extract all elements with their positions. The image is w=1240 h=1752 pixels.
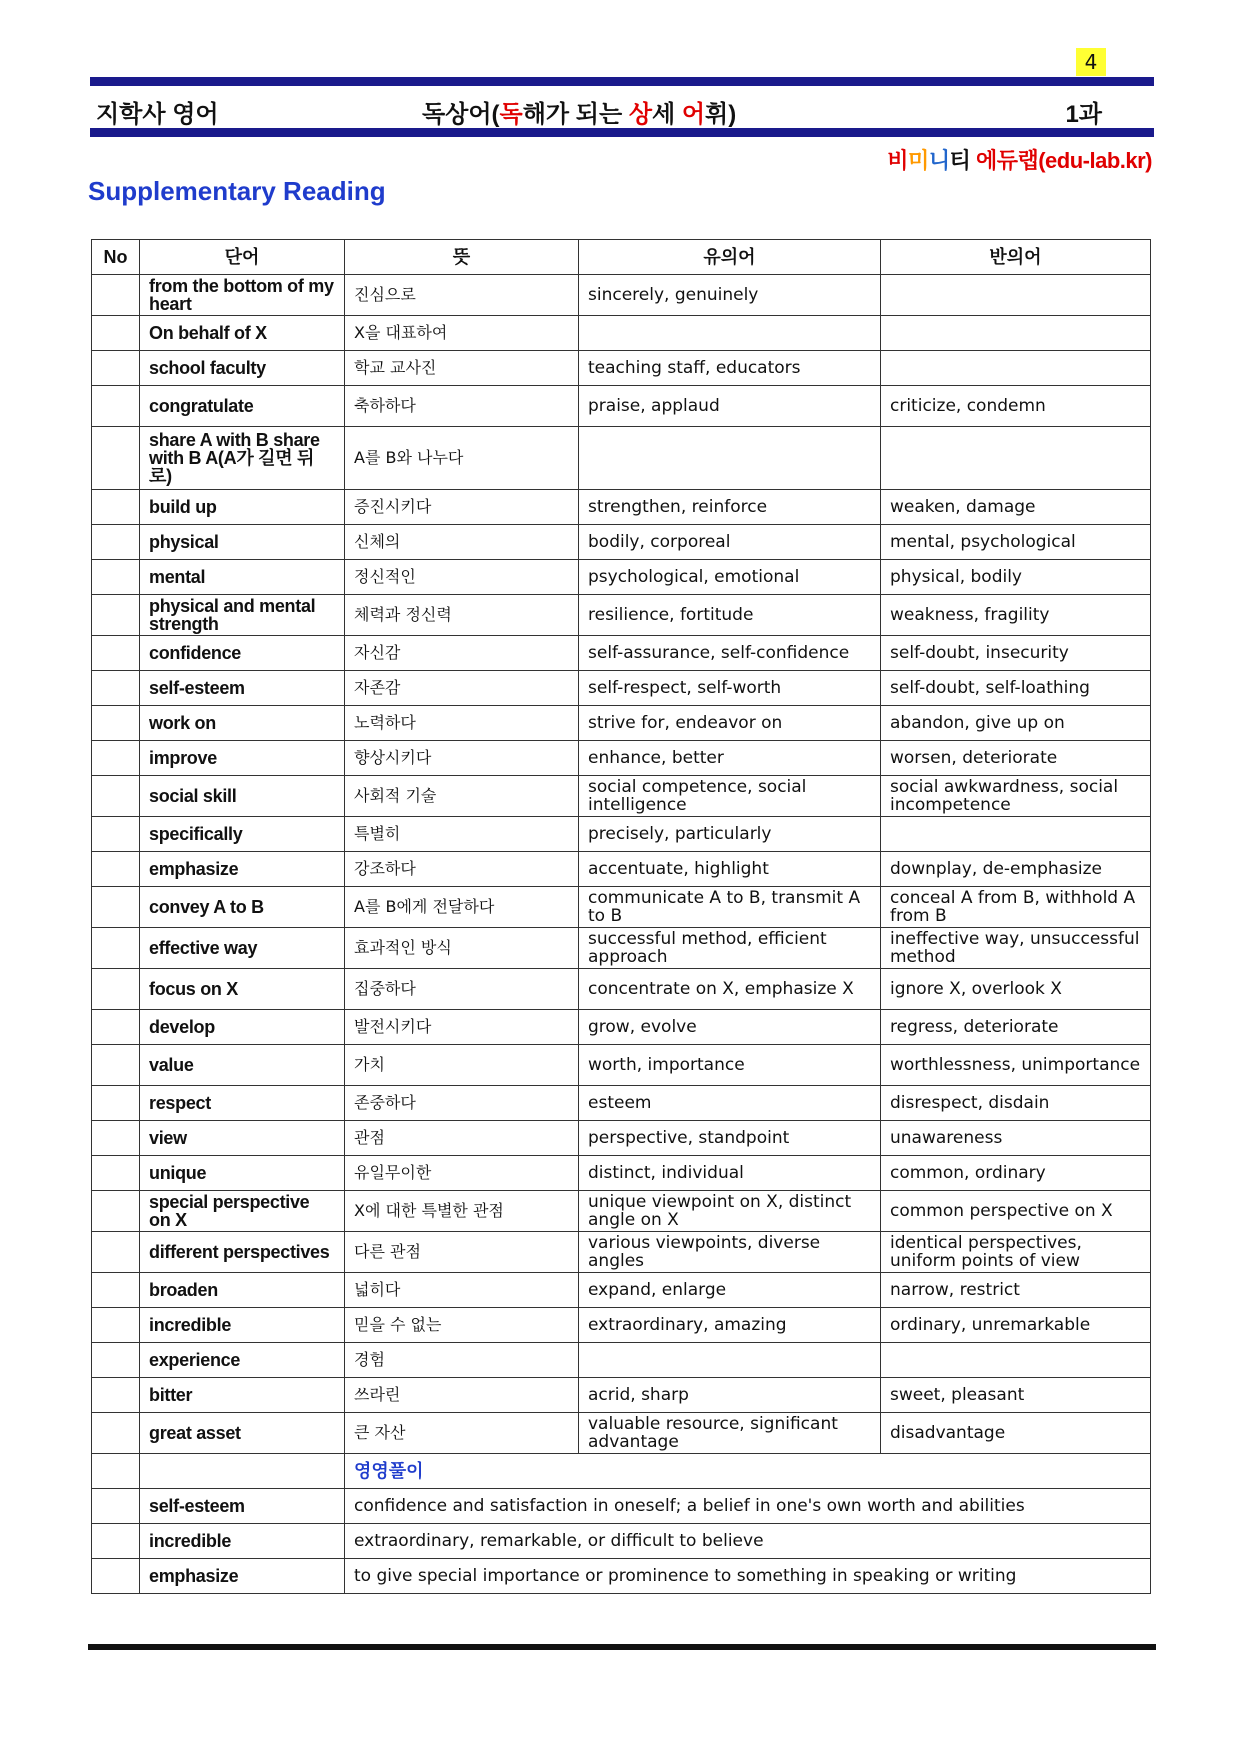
- word-cell: congratulate: [140, 386, 345, 427]
- no-cell: [92, 928, 140, 969]
- definition-text: confidence and satisfaction in oneself; a belief in one's own worth and abilities: [345, 1489, 1151, 1524]
- no-cell: [92, 1378, 140, 1413]
- title-part: 휘): [705, 101, 737, 128]
- synonym-cell: perspective, standpoint: [579, 1121, 881, 1156]
- meaning-cell: 향상시키다: [345, 741, 579, 776]
- synonym-cell: strive for, endeavor on: [579, 706, 881, 741]
- no-cell: [92, 1413, 140, 1454]
- word-cell: broaden: [140, 1273, 345, 1308]
- table-row: [92, 706, 1151, 741]
- word-cell: respect: [140, 1086, 345, 1121]
- no-cell: [92, 671, 140, 706]
- word-cell: bitter: [140, 1378, 345, 1413]
- header-top-bar: [90, 77, 1154, 86]
- title-part: 세: [652, 101, 682, 128]
- antonym-cell: weaken, damage: [881, 490, 1151, 525]
- header-word: 단어: [140, 240, 345, 275]
- meaning-cell: 노력하다: [345, 706, 579, 741]
- definition-text: extraordinary, remarkable, or difficult to believe: [345, 1524, 1151, 1559]
- antonym-cell: regress, deteriorate: [881, 1010, 1151, 1045]
- table-row: [92, 560, 1151, 595]
- word-cell: physical: [140, 525, 345, 560]
- synonym-cell: enhance, better: [579, 741, 881, 776]
- table-row: [92, 490, 1151, 525]
- synonym-cell: precisely, particularly: [579, 817, 881, 852]
- no-cell: [92, 1489, 140, 1524]
- word-cell: On behalf of X: [140, 316, 345, 351]
- antonym-cell: self-doubt, self-loathing: [881, 671, 1151, 706]
- antonym-cell: unawareness: [881, 1121, 1151, 1156]
- synonym-cell: grow, evolve: [579, 1010, 881, 1045]
- word-cell: different perspectives: [140, 1232, 345, 1273]
- meaning-cell: 효과적인 방식: [345, 928, 579, 969]
- meaning-cell: A를 B에게 전달하다: [345, 887, 579, 928]
- antonym-cell: [881, 1343, 1151, 1378]
- synonym-cell: esteem: [579, 1086, 881, 1121]
- footer-rule: [88, 1644, 1156, 1650]
- word-cell: value: [140, 1045, 345, 1086]
- word-cell: improve: [140, 741, 345, 776]
- page-number: 4: [1076, 48, 1106, 76]
- no-cell: [92, 595, 140, 636]
- synonym-cell: social competence, social intelligence: [579, 776, 881, 817]
- word-cell: self-esteem: [140, 671, 345, 706]
- antonym-cell: ordinary, unremarkable: [881, 1308, 1151, 1343]
- word-cell: [140, 1454, 345, 1489]
- table-row: [92, 351, 1151, 386]
- table-row: [92, 1045, 1151, 1086]
- table-row: [92, 275, 1151, 316]
- no-cell: [92, 1343, 140, 1378]
- no-cell: [92, 1191, 140, 1232]
- meaning-cell: 축하하다: [345, 386, 579, 427]
- table-row: [92, 1086, 1151, 1121]
- title-part: 독상어(: [422, 101, 500, 128]
- word-cell: mental: [140, 560, 345, 595]
- word-cell: emphasize: [140, 852, 345, 887]
- antonym-cell: [881, 817, 1151, 852]
- word-cell: special perspective on X: [140, 1191, 345, 1232]
- brand-part: 비: [887, 148, 909, 173]
- word-cell: focus on X: [140, 969, 345, 1010]
- antonym-cell: weakness, fragility: [881, 595, 1151, 636]
- table-row: [92, 525, 1151, 560]
- no-cell: [92, 1308, 140, 1343]
- synonym-cell: teaching staff, educators: [579, 351, 881, 386]
- meaning-cell: 특별히: [345, 817, 579, 852]
- table-row: [92, 1378, 1151, 1413]
- section-title: Supplementary Reading: [88, 176, 386, 206]
- word-cell: confidence: [140, 636, 345, 671]
- meaning-cell: 신체의: [345, 525, 579, 560]
- synonym-cell: sincerely, genuinely: [579, 275, 881, 316]
- meaning-cell: 자존감: [345, 671, 579, 706]
- header-bottom-bar: [90, 128, 1154, 137]
- word-cell: develop: [140, 1010, 345, 1045]
- table-row: [92, 1156, 1151, 1191]
- synonym-cell: worth, importance: [579, 1045, 881, 1086]
- table-row: [92, 1273, 1151, 1308]
- synonym-cell: acrid, sharp: [579, 1378, 881, 1413]
- synonym-cell: resilience, fortitude: [579, 595, 881, 636]
- no-cell: [92, 1559, 140, 1594]
- no-cell: [92, 852, 140, 887]
- meaning-cell: 유일무이한: [345, 1156, 579, 1191]
- meaning-cell: 다른 관점: [345, 1232, 579, 1273]
- synonym-cell: concentrate on X, emphasize X: [579, 969, 881, 1010]
- meaning-cell: 증진시키다: [345, 490, 579, 525]
- no-cell: [92, 351, 140, 386]
- no-cell: [92, 776, 140, 817]
- antonym-cell: worsen, deteriorate: [881, 741, 1151, 776]
- antonym-cell: social awkwardness, social incompetence: [881, 776, 1151, 817]
- no-cell: [92, 741, 140, 776]
- no-cell: [92, 275, 140, 316]
- synonym-cell: self-respect, self-worth: [579, 671, 881, 706]
- header-antonym: 반의어: [881, 240, 1151, 275]
- vocabulary-table: [91, 239, 1151, 1594]
- meaning-cell: X에 대한 특별한 관점: [345, 1191, 579, 1232]
- meaning-cell: 사회적 기술: [345, 776, 579, 817]
- antonym-cell: abandon, give up on: [881, 706, 1151, 741]
- antonym-cell: downplay, de-emphasize: [881, 852, 1151, 887]
- synonym-cell: strengthen, reinforce: [579, 490, 881, 525]
- word-cell: share A with B share with B A(A가 길면 뒤로): [140, 427, 345, 490]
- antonym-cell: [881, 427, 1151, 490]
- no-cell: [92, 1045, 140, 1086]
- synonym-cell: [579, 427, 881, 490]
- brand-part: 티: [949, 148, 971, 173]
- brand-part: 미: [908, 148, 929, 173]
- table-row: [92, 852, 1151, 887]
- word-cell: convey A to B: [140, 887, 345, 928]
- meaning-cell: 큰 자산: [345, 1413, 579, 1454]
- title-part-highlight: 어: [681, 101, 706, 128]
- meaning-cell: 경험: [345, 1343, 579, 1378]
- no-cell: [92, 316, 140, 351]
- meaning-cell: 학교 교사진: [345, 351, 579, 386]
- antonym-cell: ineffective way, unsuccessful method: [881, 928, 1151, 969]
- antonym-cell: physical, bodily: [881, 560, 1151, 595]
- definition-word: emphasize: [140, 1559, 345, 1594]
- no-cell: [92, 1010, 140, 1045]
- antonym-cell: disadvantage: [881, 1413, 1151, 1454]
- table-row: [92, 316, 1151, 351]
- table-row: [92, 386, 1151, 427]
- definition-text: to give special importance or prominence to something in speaking or writing: [345, 1559, 1151, 1594]
- document-title: [422, 94, 736, 129]
- antonym-cell: common, ordinary: [881, 1156, 1151, 1191]
- table-row: [92, 1191, 1151, 1232]
- antonym-cell: narrow, restrict: [881, 1273, 1151, 1308]
- word-cell: specifically: [140, 817, 345, 852]
- definition-row: [92, 1524, 1151, 1559]
- meaning-cell: X을 대표하여: [345, 316, 579, 351]
- no-cell: [92, 1273, 140, 1308]
- table-row: [92, 1308, 1151, 1343]
- no-cell: [92, 386, 140, 427]
- table-row: [92, 427, 1151, 490]
- no-cell: [92, 887, 140, 928]
- synonym-cell: accentuate, highlight: [579, 852, 881, 887]
- meaning-cell: 강조하다: [345, 852, 579, 887]
- no-cell: [92, 1156, 140, 1191]
- antonym-cell: identical perspectives, uniform points of view: [881, 1232, 1151, 1273]
- synonym-cell: praise, applaud: [579, 386, 881, 427]
- table-row: [92, 636, 1151, 671]
- header-meaning: 뜻: [345, 240, 579, 275]
- synonym-cell: extraordinary, amazing: [579, 1308, 881, 1343]
- antonym-cell: mental, psychological: [881, 525, 1151, 560]
- word-cell: school faculty: [140, 351, 345, 386]
- antonym-cell: disrespect, disdain: [881, 1086, 1151, 1121]
- word-cell: great asset: [140, 1413, 345, 1454]
- no-cell: [92, 525, 140, 560]
- header-no: No: [92, 240, 140, 275]
- meaning-cell: 넓히다: [345, 1273, 579, 1308]
- table-row: [92, 817, 1151, 852]
- table-row: [92, 1121, 1151, 1156]
- synonym-cell: [579, 316, 881, 351]
- synonym-cell: valuable resource, significant advantage: [579, 1413, 881, 1454]
- antonym-cell: [881, 351, 1151, 386]
- header-synonym: 유의어: [579, 240, 881, 275]
- no-cell: [92, 1524, 140, 1559]
- table-row: [92, 887, 1151, 928]
- table-row: [92, 776, 1151, 817]
- brand-part: 에듀랩(edu-lab.kr): [970, 148, 1152, 173]
- synonym-cell: distinct, individual: [579, 1156, 881, 1191]
- meaning-cell: 존중하다: [345, 1086, 579, 1121]
- no-cell: [92, 706, 140, 741]
- antonym-cell: [881, 316, 1151, 351]
- no-cell: [92, 560, 140, 595]
- definition-word: incredible: [140, 1524, 345, 1559]
- meaning-cell: 진심으로: [345, 275, 579, 316]
- antonym-cell: ignore X, overlook X: [881, 969, 1151, 1010]
- brand-logo: [887, 144, 1152, 175]
- synonym-cell: bodily, corporeal: [579, 525, 881, 560]
- meaning-cell: 체력과 정신력: [345, 595, 579, 636]
- table-row: [92, 1413, 1151, 1454]
- antonym-cell: common perspective on X: [881, 1191, 1151, 1232]
- meaning-cell: A를 B와 나누다: [345, 427, 579, 490]
- word-cell: effective way: [140, 928, 345, 969]
- no-cell: [92, 817, 140, 852]
- antonym-cell: self-doubt, insecurity: [881, 636, 1151, 671]
- page-header: [90, 88, 1154, 128]
- no-cell: [92, 427, 140, 490]
- table-row: [92, 1343, 1151, 1378]
- synonym-cell: various viewpoints, diverse angles: [579, 1232, 881, 1273]
- definitions-heading-row: [92, 1454, 1151, 1489]
- word-cell: from the bottom of my heart: [140, 275, 345, 316]
- no-cell: [92, 1086, 140, 1121]
- synonym-cell: psychological, emotional: [579, 560, 881, 595]
- table-row: [92, 671, 1151, 706]
- meaning-cell: 발전시키다: [345, 1010, 579, 1045]
- antonym-cell: worthlessness, unimportance: [881, 1045, 1151, 1086]
- table-row: [92, 928, 1151, 969]
- antonym-cell: criticize, condemn: [881, 386, 1151, 427]
- word-cell: social skill: [140, 776, 345, 817]
- table-header-row: [92, 240, 1151, 275]
- word-cell: experience: [140, 1343, 345, 1378]
- table-row: [92, 969, 1151, 1010]
- antonym-cell: conceal A from B, withhold A from B: [881, 887, 1151, 928]
- antonym-cell: sweet, pleasant: [881, 1378, 1151, 1413]
- no-cell: [92, 636, 140, 671]
- meaning-cell: 믿을 수 없는: [345, 1308, 579, 1343]
- table-row: [92, 741, 1151, 776]
- title-part: 해가 되는: [522, 101, 629, 128]
- lesson-label: 1과: [1065, 101, 1102, 128]
- synonym-cell: [579, 1343, 881, 1378]
- meaning-cell: 정신적인: [345, 560, 579, 595]
- synonym-cell: communicate A to B, transmit A to B: [579, 887, 881, 928]
- word-cell: view: [140, 1121, 345, 1156]
- table-row: [92, 595, 1151, 636]
- synonym-cell: self-assurance, self-confidence: [579, 636, 881, 671]
- synonym-cell: successful method, efficient approach: [579, 928, 881, 969]
- brand-part: 니: [928, 148, 950, 173]
- no-cell: [92, 969, 140, 1010]
- synonym-cell: unique viewpoint on X, distinct angle on X: [579, 1191, 881, 1232]
- synonym-cell: expand, enlarge: [579, 1273, 881, 1308]
- meaning-cell: 집중하다: [345, 969, 579, 1010]
- word-cell: build up: [140, 490, 345, 525]
- antonym-cell: [881, 275, 1151, 316]
- definition-row: [92, 1489, 1151, 1524]
- no-cell: [92, 1232, 140, 1273]
- meaning-cell: 자신감: [345, 636, 579, 671]
- title-part-highlight: 상: [628, 101, 652, 128]
- no-cell: [92, 1454, 140, 1489]
- meaning-cell: 관점: [345, 1121, 579, 1156]
- definition-row: [92, 1559, 1151, 1594]
- word-cell: work on: [140, 706, 345, 741]
- title-part-highlight: 독: [499, 101, 523, 128]
- meaning-cell: 가치: [345, 1045, 579, 1086]
- table-row: [92, 1010, 1151, 1045]
- word-cell: unique: [140, 1156, 345, 1191]
- textbook-name: 지학사 영어: [96, 101, 219, 128]
- table-row: [92, 1232, 1151, 1273]
- word-cell: incredible: [140, 1308, 345, 1343]
- no-cell: [92, 490, 140, 525]
- word-cell: physical and mental strength: [140, 595, 345, 636]
- definitions-heading: 영영풀이: [345, 1454, 1151, 1489]
- no-cell: [92, 1121, 140, 1156]
- definition-word: self-esteem: [140, 1489, 345, 1524]
- meaning-cell: 쓰라린: [345, 1378, 579, 1413]
